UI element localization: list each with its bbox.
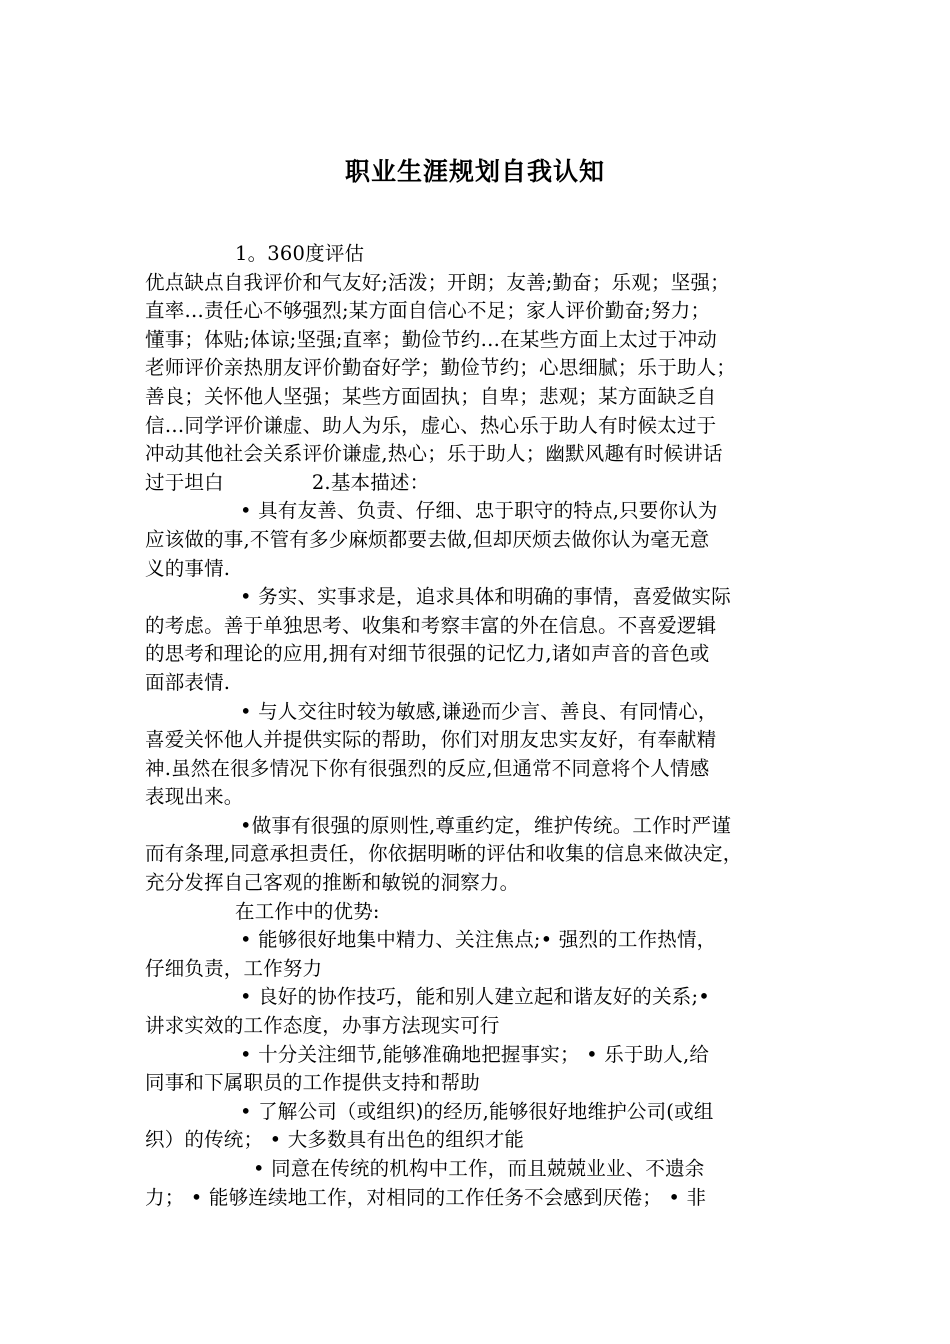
- bullet-line: • 务实、实事求是，追求具体和明确的事情，喜爱做实际: [240, 585, 731, 609]
- paragraph-line: 讲求实效的工作态度，办事方法现实可行: [145, 1014, 500, 1038]
- section-heading-basic: 2.基本描述：: [311, 470, 430, 494]
- section-heading-strengths: 在工作中的优势:: [235, 899, 380, 923]
- paragraph-line: 直率…责任心不够强烈;某方面自信心不足；家人评价勤奋;努力；: [145, 299, 711, 323]
- paragraph-line: 同事和下属职员的工作提供支持和帮助: [145, 1071, 480, 1095]
- bullet-line: • 具有友善、负责、仔细、忠于职守的特点,只要你认为: [240, 499, 718, 523]
- paragraph-line: 信…同学评价谦虚、助人为乐，虚心、热心乐于助人有时候太过于: [145, 413, 717, 437]
- paragraph-line: 应该做的事,不管有多少麻烦都要去做,但却厌烦去做你认为毫无意: [145, 527, 710, 551]
- paragraph-line: 善良；关怀他人坚强；某些方面固执；自卑；悲观；某方面缺乏自: [145, 384, 717, 408]
- paragraph-line: 神.虽然在很多情况下你有很强烈的反应,但通常不同意将个人情感: [145, 756, 710, 780]
- page-title: 职业生涯规划自我认知: [344, 157, 605, 186]
- paragraph-line: 力； • 能够连续地工作，对相同的工作任务不会感到厌倦； • 非: [145, 1185, 707, 1209]
- paragraph-line-end: 过于坦白: [145, 470, 224, 494]
- bullet-line: • 良好的协作技巧，能和别人建立起和谐友好的关系;•: [240, 985, 710, 1009]
- paragraph-line: 义的事情.: [145, 556, 231, 580]
- section-heading-360: 1。360度评估: [235, 242, 365, 265]
- paragraph-line: 仔细负责，工作努力: [145, 956, 323, 980]
- bullet-line: • 能够很好地集中精力、关注焦点;• 强烈的工作热情，: [240, 928, 717, 952]
- paragraph-line: 面部表情.: [145, 670, 231, 694]
- paragraph-line: 老师评价亲热朋友评价勤奋好学；勤俭节约；心思细腻；乐于助人；: [145, 356, 737, 380]
- paragraph-line: 冲动其他社会关系评价谦虚,热心；乐于助人；幽默风趣有时候讲话: [145, 442, 723, 466]
- paragraph-line: 优点缺点自我评价和气友好;活泼；开朗；友善;勤奋；乐观；坚强；: [145, 270, 730, 294]
- paragraph-line: 喜爱关怀他人并提供实际的帮助，你们对朋友忠实友好，有奉献精: [145, 728, 717, 752]
- document-body: [145, 240, 821, 1212]
- paragraph-line: 表现出来。: [145, 785, 244, 809]
- bullet-line: • 与人交往时较为敏感,谦逊而少言、善良、有同情心，: [240, 699, 718, 723]
- paragraph-line: 织）的传统； • 大多数具有出色的组织才能: [145, 1128, 525, 1152]
- bullet-line: •做事有很强的原则性,尊重约定，维护传统。工作时严谨: [240, 813, 731, 837]
- paragraph-line: 的思考和理论的应用,拥有对细节很强的记忆力,诸如声音的音色或: [145, 642, 710, 666]
- bullet-line: • 十分关注细节,能够准确地把握事实； • 乐于助人,给: [240, 1042, 710, 1066]
- bullet-line: • 了解公司（或组织)的经历,能够很好地维护公司(或组: [240, 1099, 714, 1123]
- paragraph-line: 而有条理,同意承担责任，你依据明晰的评估和收集的信息来做决定，: [145, 842, 743, 866]
- bullet-line: • 同意在传统的机构中工作，而且兢兢业业、不遗余: [253, 1157, 705, 1180]
- paragraph-line: 充分发挥自己客观的推断和敏锐的洞察力。: [145, 871, 520, 895]
- paragraph-line: 懂事；体贴;体谅;坚强;直率；勤俭节约…在某些方面上太过于冲动: [145, 327, 717, 351]
- paragraph-line: 的考虑。善于单独思考、收集和考察丰富的外在信息。不喜爱逻辑: [145, 613, 717, 637]
- paragraph-line: [145, 469, 821, 498]
